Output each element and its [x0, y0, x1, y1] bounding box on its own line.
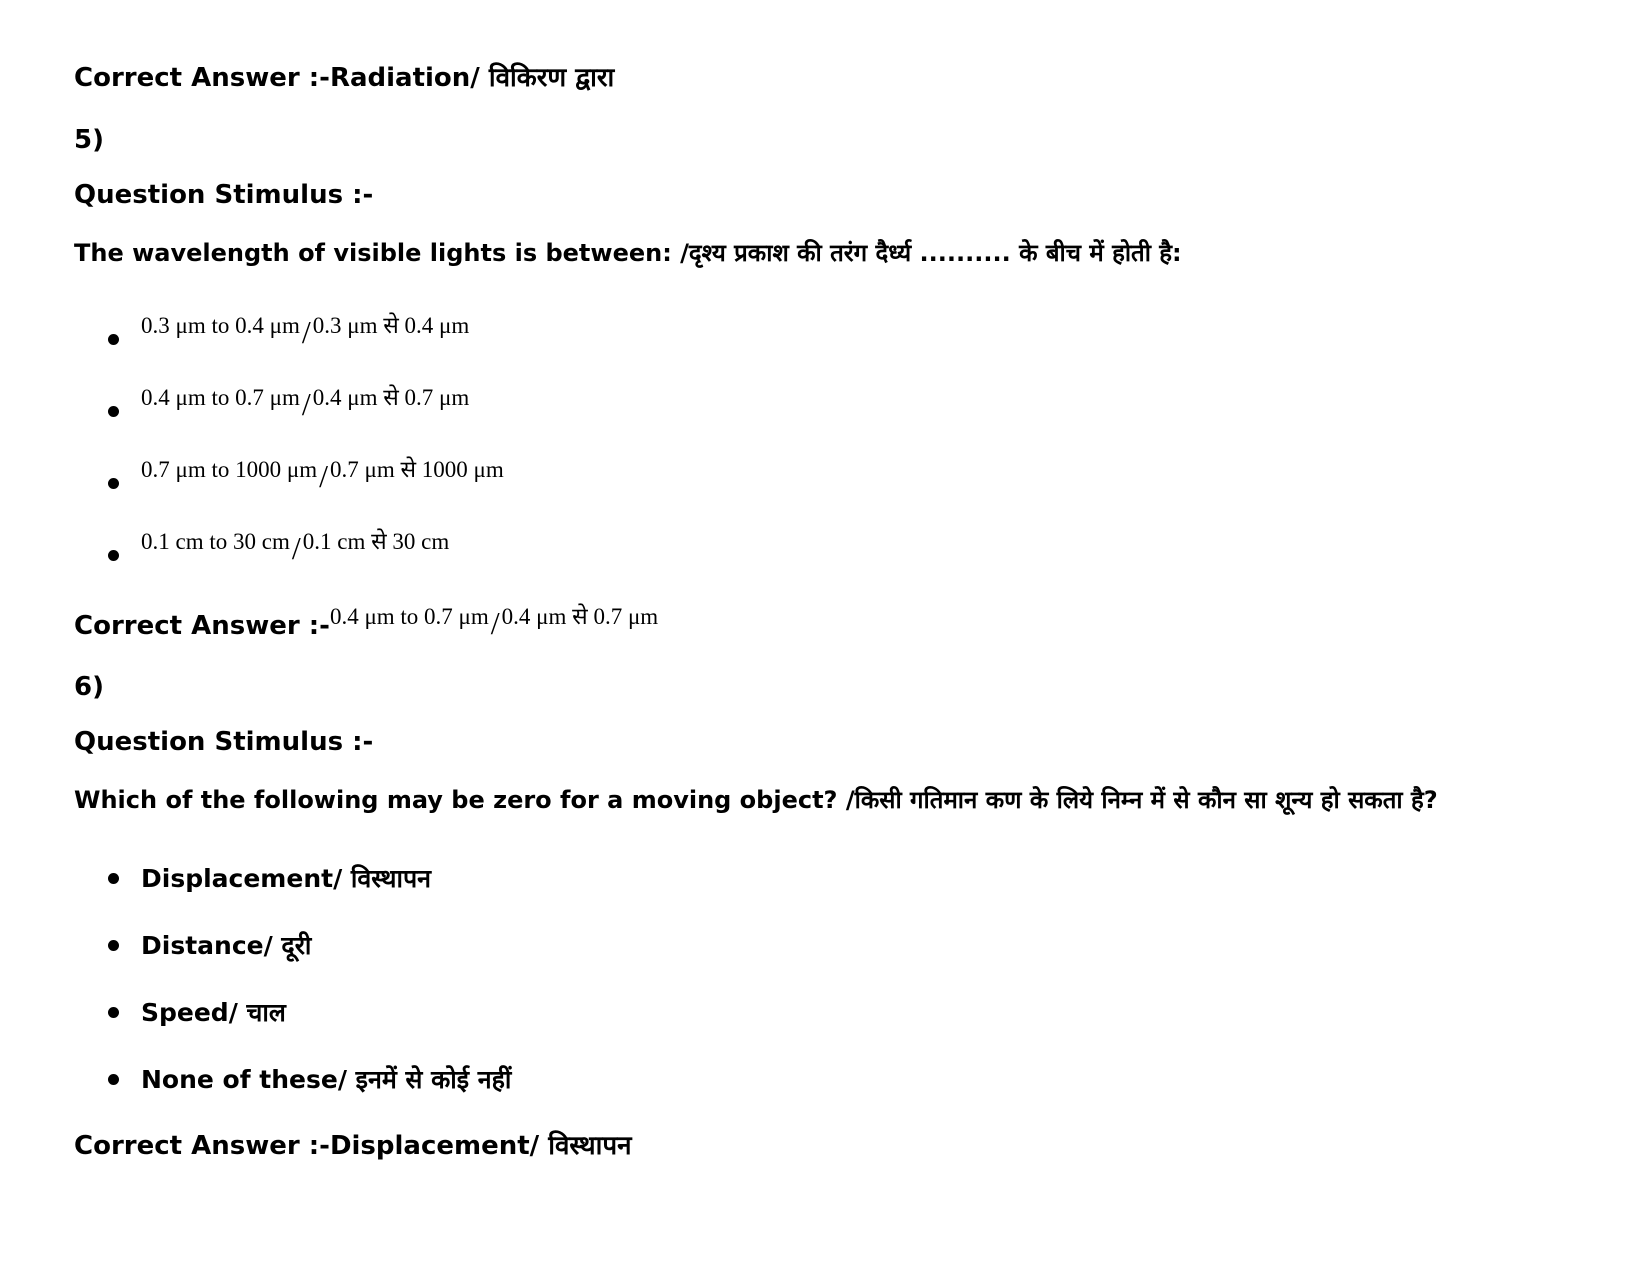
option-item — [141, 314, 469, 351]
bullet — [108, 1007, 119, 1018]
answer-value: Displacement/ विस्थापन — [329, 1131, 632, 1161]
option-item: None of these/ इनमें से कोई नहीं — [141, 1065, 512, 1094]
option-sep: / — [319, 458, 328, 494]
stimulus-label: Question Stimulus :- — [74, 727, 374, 757]
option-sep: / — [301, 386, 311, 422]
answer-label: Correct Answer :- — [74, 63, 330, 93]
answer-label: Correct Answer :- — [74, 611, 330, 641]
question-number: 5) — [74, 125, 104, 155]
bullet — [108, 873, 119, 884]
answer-en: 0.4 μm to 0.7 μm — [329, 604, 489, 629]
option-item: Distance/ दूरी — [141, 931, 312, 960]
option-en: 0.3 μm to 0.4 μm — [141, 313, 300, 338]
option-item — [141, 458, 504, 495]
bullet — [108, 334, 119, 345]
option-hi: 0.1 cm से 30 cm — [302, 529, 450, 554]
question-text: Which of the following may be zero for a moving object? /किसी गतिमान कण के लिये निम्न में से कौन सा शून्य हो सकता है? — [74, 786, 1438, 814]
question-text: The wavelength of visible lights is between: /दृश्य प्रकाश की तरंग दैर्ध्य .......... के बीच में होती है: — [74, 239, 1182, 267]
option-sep: / — [291, 530, 301, 566]
option-item: Speed/ चाल — [141, 998, 286, 1027]
question-number: 6) — [74, 672, 104, 702]
answer-sep: / — [490, 605, 500, 641]
option-hi: 0.3 μm से 0.4 μm — [312, 313, 470, 338]
bullet — [108, 550, 119, 561]
option-item — [141, 530, 449, 567]
correct-answer — [74, 1126, 632, 1162]
option-hi: 0.4 μm से 0.7 μm — [312, 385, 470, 410]
correct-answer — [74, 605, 658, 642]
option-item: Displacement/ विस्थापन — [141, 864, 432, 893]
bullet — [108, 940, 119, 951]
answer-label: Correct Answer :- — [74, 1131, 330, 1161]
option-hi: 0.7 μm से 1000 μm — [329, 457, 504, 482]
option-en: 0.1 cm to 30 cm — [141, 529, 290, 554]
option-en: 0.4 μm to 0.7 μm — [141, 385, 300, 410]
answer-value: Radiation/ विकिरण द्वारा — [329, 63, 615, 93]
stimulus-label: Question Stimulus :- — [74, 180, 374, 210]
option-item — [141, 386, 469, 423]
option-sep: / — [301, 314, 311, 350]
prev-correct-answer — [74, 58, 614, 94]
bullet — [108, 1074, 119, 1085]
bullet — [108, 478, 119, 489]
answer-hi: 0.4 μm से 0.7 μm — [501, 604, 659, 629]
option-en: 0.7 μm to 1000 μm — [141, 457, 318, 482]
bullet — [108, 406, 119, 417]
